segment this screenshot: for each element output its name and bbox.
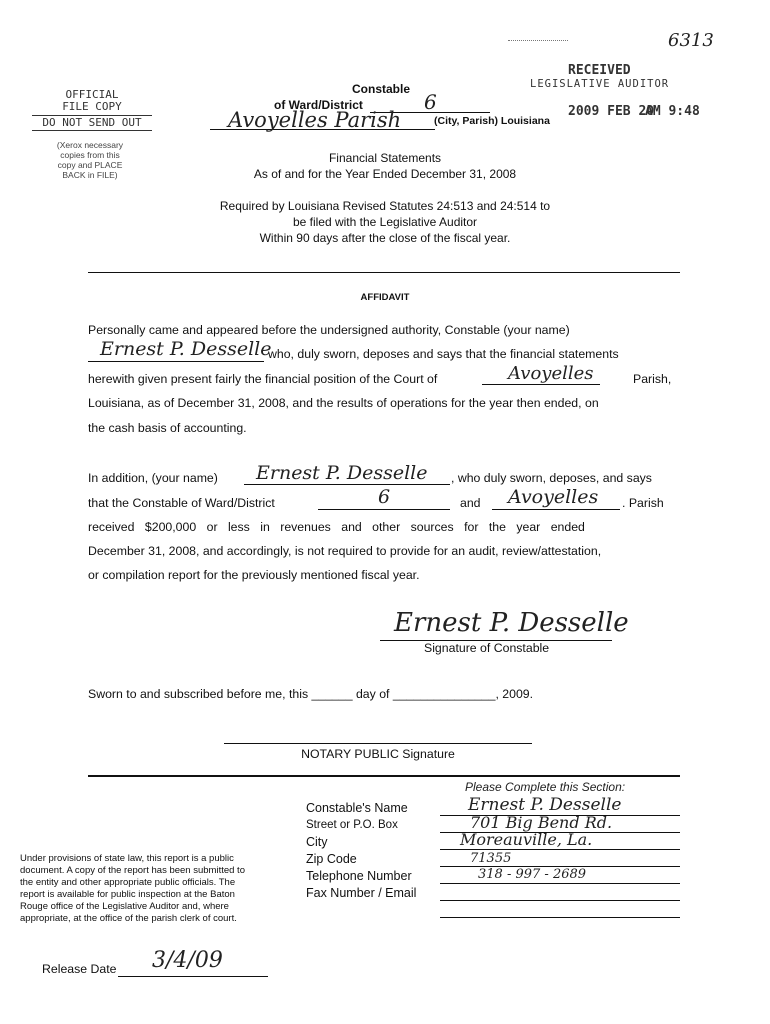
- received-stamp-date: 2009 FEB 20: [568, 104, 655, 119]
- value-city: Moreauville, La.: [460, 830, 593, 849]
- label-constable-name: Constable's Name: [306, 801, 408, 815]
- label-telephone: Telephone Number: [306, 869, 412, 883]
- signature-label: Signature of Constable: [424, 641, 550, 655]
- affidavit-parish-word: Parish,: [633, 372, 672, 386]
- constable-signature: Ernest P. Desselle: [394, 608, 629, 638]
- notice-line: the entity and other appropriate public officials. The: [20, 877, 236, 888]
- received-stamp-time: AM 9:48: [645, 104, 700, 119]
- scribble-mark: [508, 40, 568, 41]
- stamp-line-official: OFFICIAL: [65, 88, 119, 101]
- header-city-parish: (City, Parish) Louisiana: [434, 115, 550, 127]
- release-date-line: [118, 976, 268, 977]
- affidavit-p2-line-2a: that the Constable of Ward/District: [88, 496, 275, 510]
- stamp-note-line: BACK in FILE): [62, 170, 118, 180]
- affidavit-line-4: Louisiana, as of December 31, 2008, and the results of operations for the year then ended, on: [88, 396, 599, 410]
- affidavit-p2-line-3: received $200,000 or less in revenues and other sources for the year ended: [88, 520, 585, 534]
- label-street: Street or P.O. Box: [306, 819, 398, 831]
- notice-line: Under provisions of state law, this report is a public: [20, 853, 234, 864]
- label-zip: Zip Code: [306, 852, 357, 866]
- fax-email-field[interactable]: [440, 900, 680, 901]
- parish-value-2: Avoyelles: [508, 486, 599, 508]
- stamp-line-do-not-send: DO NOT SEND OUT: [32, 115, 152, 131]
- public-record-notice: [20, 853, 290, 925]
- ward-value-2: 6: [378, 486, 391, 508]
- affidavit-line-1: Personally came and appeared before the undersigned authority, Constable (your name): [88, 323, 570, 337]
- header-constable: Constable: [352, 82, 411, 96]
- court-value: Avoyelles: [508, 363, 594, 384]
- ward-underline-2: [318, 509, 450, 510]
- section-divider: [88, 775, 680, 777]
- city-field[interactable]: [440, 849, 680, 850]
- stamp-line-file-copy: FILE COPY: [62, 100, 122, 113]
- header-of-ward: of Ward/District: [274, 98, 363, 112]
- received-stamp-title: RECEIVED: [568, 63, 631, 78]
- official-file-copy-stamp: [32, 89, 152, 133]
- name-underline-2: [244, 484, 450, 485]
- stamp-note: [40, 140, 140, 180]
- affiant-name-1: Ernest P. Desselle: [100, 338, 272, 360]
- name-underline-1: [88, 361, 264, 362]
- requirement-line-3: Within 90 days after the close of the fiscal year.: [259, 231, 511, 245]
- received-stamp-auditor: LEGISLATIVE AUDITOR: [530, 78, 670, 90]
- value-telephone: 318 - 997 - 2689: [478, 867, 587, 882]
- release-date-value: 3/4/09: [152, 948, 223, 973]
- affidavit-p2-line-1b: , who duly sworn, deposes, and says: [451, 471, 652, 485]
- release-date-label: Release Date: [42, 962, 117, 976]
- affidavit-parish-word-2: . Parish: [622, 496, 664, 510]
- notice-line: report is available for public inspection at the Baton: [20, 889, 235, 900]
- notary-signature-line: [224, 743, 532, 744]
- stamp-note-line: copy and PLACE: [57, 160, 123, 170]
- stamp-note-line: (Xerox necessary: [56, 140, 124, 150]
- stamp-note-line: copies from this: [60, 150, 120, 160]
- affidavit-p2-line-5: or compilation report for the previously mentioned fiscal year.: [88, 568, 420, 582]
- notice-line: document. A copy of the report has been submitted to: [20, 865, 245, 876]
- notice-line: appropriate, at the office of the parish clerk of court.: [20, 913, 237, 924]
- requirement-line-1: Required by Louisiana Revised Statutes 24:513 and 24:514 to: [219, 199, 551, 213]
- value-zip: 71355: [470, 851, 512, 866]
- document-number: 6313: [668, 30, 714, 51]
- affidavit-line-5: the cash basis of accounting.: [88, 421, 247, 435]
- form-heading: Please Complete this Section:: [465, 780, 626, 794]
- fs-title: Financial Statements: [328, 151, 442, 165]
- value-street: 701 Big Bend Rd.: [470, 813, 613, 832]
- affidavit-title: AFFIDAVIT: [360, 292, 410, 303]
- fs-subtitle: As of and for the Year Ended December 31, 2008: [253, 167, 517, 181]
- telephone-field[interactable]: [440, 883, 680, 884]
- extra-field[interactable]: [440, 917, 680, 918]
- notary-label: NOTARY PUBLIC Signature: [301, 747, 455, 761]
- affidavit-line-2: who, duly sworn, deposes and says that the financial statements: [268, 347, 619, 361]
- header-divider: [88, 272, 680, 273]
- affidavit-and-word: and: [460, 496, 481, 510]
- label-city: City: [306, 835, 328, 849]
- ward-value: 6: [424, 90, 437, 114]
- notice-line: Rouge office of the Legislative Auditor and, where: [20, 901, 229, 912]
- court-underline: [482, 384, 600, 385]
- value-constable-name: Ernest P. Desselle: [468, 795, 622, 815]
- affidavit-p2-line-4: December 31, 2008, and accordingly, is not required to provide for an audit, review/attestation,: [88, 544, 602, 558]
- affidavit-p2-line-1a: In addition, (your name): [88, 471, 218, 485]
- requirement-line-2: be filed with the Legislative Auditor: [292, 215, 478, 229]
- parish-value: Avoyelles Parish: [228, 108, 402, 132]
- label-fax-email: Fax Number / Email: [306, 886, 417, 900]
- affidavit-line-3: herewith given present fairly the financial position of the Court of: [88, 372, 438, 386]
- parish-underline-2: [492, 509, 620, 510]
- affiant-name-2: Ernest P. Desselle: [256, 462, 428, 484]
- sworn-statement: Sworn to and subscribed before me, this ______ day of _______________, 2009.: [88, 687, 534, 701]
